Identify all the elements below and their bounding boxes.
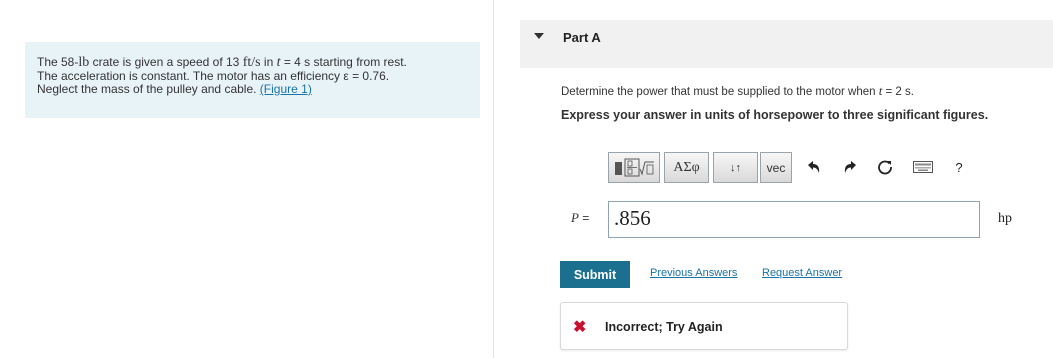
- answer-unit: hp: [998, 211, 1012, 226]
- answer-label: P =: [571, 210, 590, 225]
- question-text: Determine the power that must be supplied to the motor when t = 2 s.: [561, 83, 914, 98]
- templates-icon: [612, 157, 656, 179]
- redo-icon[interactable]: [841, 158, 859, 176]
- mass-unit: lb: [78, 55, 90, 70]
- speed-unit: ft/s: [242, 55, 261, 70]
- previous-answers-link[interactable]: Previous Answers: [650, 267, 738, 279]
- help-icon[interactable]: ?: [955, 159, 963, 175]
- reset-icon[interactable]: [876, 158, 894, 176]
- problem-statement: [25, 42, 480, 118]
- keyboard-icon[interactable]: [912, 158, 934, 176]
- request-answer-link[interactable]: Request Answer: [762, 267, 843, 279]
- undo-icon[interactable]: [805, 158, 823, 176]
- problem-panel: [0, 0, 494, 358]
- figure-link[interactable]: (Figure 1): [259, 82, 312, 96]
- submit-button[interactable]: Submit: [560, 261, 630, 288]
- problem-line-1: The 58-lb crate is given a speed of 13 ft/s in t = 4 s starting from rest.: [37, 55, 407, 70]
- answer-input[interactable]: .856: [608, 201, 980, 238]
- time-variable: t: [276, 55, 281, 70]
- vector-button[interactable]: vec: [760, 152, 792, 183]
- feedback-box: [560, 302, 848, 350]
- part-title[interactable]: Part A: [563, 30, 601, 45]
- problem-line-2: The acceleration is constant. The motor has an efficiency ε = 0.76.: [37, 68, 390, 83]
- templates-button[interactable]: [608, 152, 660, 183]
- problem-line-3: Neglect the mass of the pulley and cable. (Figure 1): [37, 82, 312, 96]
- answer-instruction: Express your answer in units of horsepower to three significant figures.: [561, 108, 989, 122]
- incorrect-icon: ✖: [573, 319, 587, 336]
- arrows-button[interactable]: ↓↑: [713, 152, 758, 183]
- greek-symbols-button[interactable]: ΑΣφ: [664, 152, 709, 183]
- time-variable: t: [878, 83, 883, 98]
- collapse-caret-icon[interactable]: [534, 33, 544, 39]
- feedback-text: Incorrect; Try Again: [605, 320, 723, 334]
